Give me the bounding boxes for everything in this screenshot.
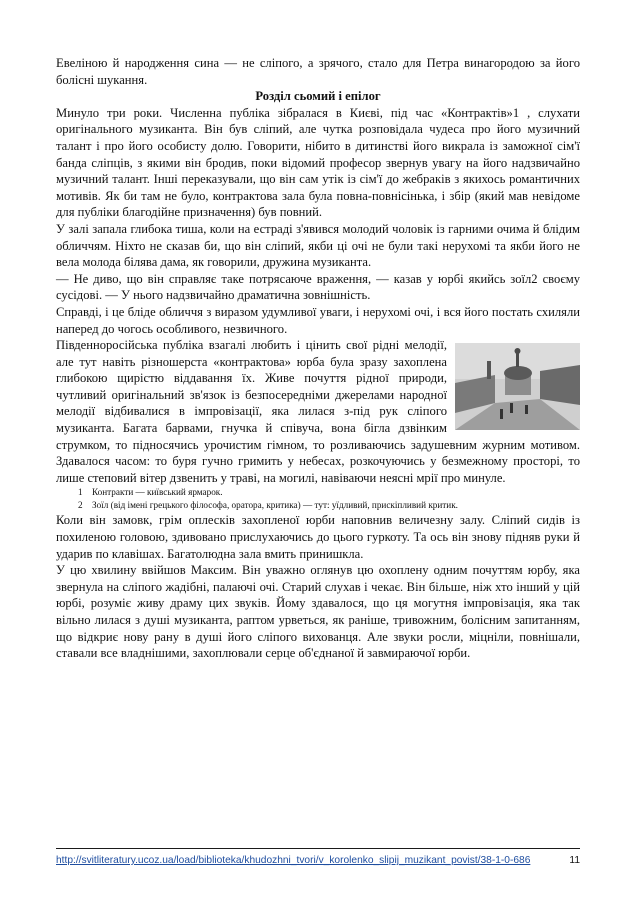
footer-divider	[56, 848, 580, 849]
footnote: 2 Зоїл (від імені грецького філософа, оратора, критика) — тут: уїдливий, прискіпливий критик.	[78, 500, 458, 511]
paragraph: — Не диво, що він справляє таке потрясаюче враження, — казав у юрбі якийсь зоїл2 своєму сусідові. — У нього надзвичайно драматична зовнішність.	[56, 271, 580, 303]
paragraph: Справді, і це бліде обличчя з виразом удумливої уваги, і нерухомі очі, і вся його постать схиляли наперед до чогось особливого, незвичного.	[56, 304, 580, 336]
page-number: 11	[569, 855, 580, 866]
paragraph: Коли він замовк, грім оплесків захопленої юрби наповнив величезну залу. Сліпий сидів із похиленою головою, здивовано прислухаючись до цього гуркоту. Та ось він знову підняв руки й ударив по клавішах. Багатолюдна зала вмить принишкла.	[56, 513, 580, 561]
section-title: Розділ сьомий і епілог	[255, 89, 381, 104]
intro-paragraph: Евеліною й народження сина — не сліпого, а зрячого, стало для Петра винагородою за його болісні шукання.	[56, 56, 580, 87]
paragraph: Минуло три роки. Численна публіка зібралася в Києві, під час «Контрактів»1 , слухати оригінального музиканта. Він був сліпий, але чутка розповідала чудеса про його музичний талант і про його особисту долю. Говорити, нібито в дитинстві його викрала із заможної сім'ї банда сліпців, з якими він бродив, поки відомий професор звернув увагу на його надзвичайно музичний талант. Інші переказували, що він сам утік із сім'ї до жебраків з якихось романтичних мотивів. Як би там не було, контрактова зала була повна-повнісінька, і збір (який мав невідоме для публіки благодійне призначення) був повний.	[56, 105, 580, 220]
kiev-contract-house-image	[455, 343, 580, 430]
contract-house-photo	[455, 343, 580, 430]
paragraph: У цю хвилину ввійшов Максим. Він уважно оглянув цю охоплену одним почуттям юрбу, яка звернула на сліпого жадібні, палаючі очі. Старий слухав і чекає. Він більше, ніж хто інший у цій юрбі, розуміє живу драму цих звуків. Йому здавалося, що ця могутня імпровізація, яка так вільно лилася з душі музиканта, раптом урветься, як раніше, тривожним, болісним запитанням, що відкриє нову рану в душі його сліпого вихованця. Але звуки росли, міцніли, повнішали, ставали все владнішими, захоплювали серце об'єднаної й завмираючої юрби.	[56, 563, 580, 661]
footnotes	[78, 486, 580, 512]
page-footer	[56, 854, 580, 868]
paragraph: У залі запала глибока тиша, коли на естраді з'явився молодий чоловік із гарними очима й блідим обличчям. Ніхто не сказав би, що він сліпий, якби ці очі не були такі нерухомі та якби його не вела молода білява дама, як говорили, дружина музиканта.	[56, 221, 580, 270]
page-body	[56, 55, 580, 662]
footnote: 1 Контракти — київський ярмарок.	[78, 487, 223, 498]
paragraph-wrapped: Південноросійська публіка взагалі любить і цінить свої рідні мелодії, але тут навіть різношерста «контрактова» юрба була зразу захоплена глибокою щирістю віддавання їх. Живе почуття рідної природи, чутливий оригінальний зв'язок із безпосередніми джерелами народної мелодії відбивалися в імпровізації, яка лилася з-під рук сліпого музиканта. Багата барвами, гнучка й співуча, вона бігла дзвінким струмком, то підносячись урочистим гімном, то розливаючись задушевним журним мотивом. Здавалося часом: то буря гучно гримить у небесах, розкочуючись у безмежному просторі, то лише степовий вітер дзвенить у траві, на могилі, навіваючи неясні мрії про минуле.	[56, 338, 580, 485]
source-link[interactable]: http://svitliteratury.ucoz.ua/load/biblioteka/khudozhni_tvori/v_korolenko_slipij_muzikant_povist/38-1-0-686	[56, 855, 531, 866]
